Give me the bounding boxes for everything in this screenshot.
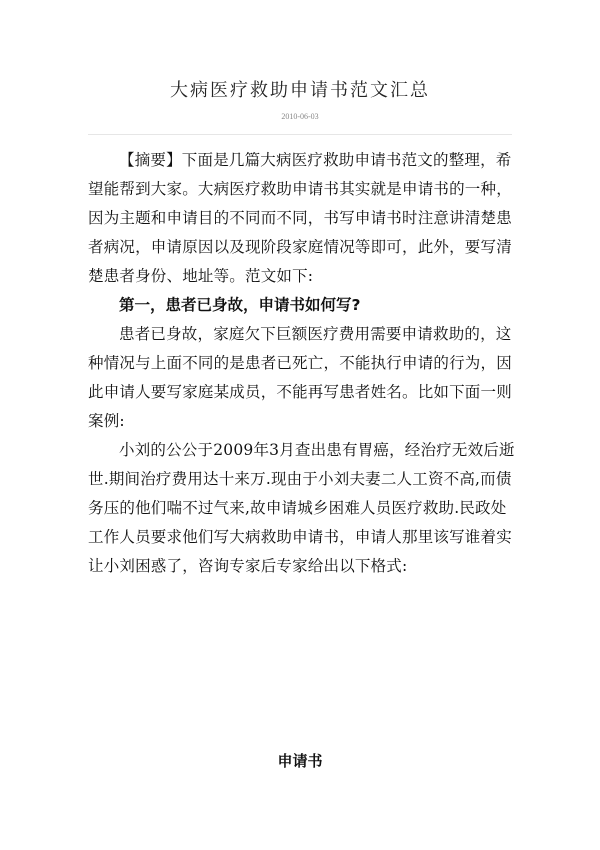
body-paragraph: 患者已身故，家庭欠下巨额医疗费用需要申请救助的，这种情况与上面不同的是患者已死亡，不能执行申请的行为，因此申请人要写家庭某成员，不能再写患者姓名。比如下面一则案例: (88, 325, 512, 430)
section-heading: 第一，患者已身故，申请书如何写? (119, 296, 361, 314)
case-paragraph: 小刘的公公于2009年3月查出患有胃癌，经治疗无效后逝世.期间治疗费用达十来万.现由于小刘夫妻二人工资不高,而债务压的他们喘不过气来,故申请城乡困难人员医疗救助.民政处工作人员要求他们写大病救助申请书，申请人那里该写谁着实让小刘困惑了，咨询专家后专家给出以下格式: (88, 441, 515, 575)
document-title: 大病医疗救助申请书范文汇总 (170, 80, 430, 101)
application-form-heading: 申请书 (277, 752, 323, 770)
document-body (88, 146, 518, 581)
publish-date: 2010-06-03 (281, 112, 319, 121)
abstract-paragraph: 【摘要】下面是几篇大病医疗救助申请书范文的整理，希望能帮到大家。大病医疗救助申请书其实就是申请书的一种，因为主题和申请目的不同而不同，书写申请书时注意讲清楚患者病况，申请原因以及现阶段家庭情况等即可，此外，要写清楚患者身份、地址等。范文如下: (88, 151, 512, 285)
divider (88, 134, 512, 135)
